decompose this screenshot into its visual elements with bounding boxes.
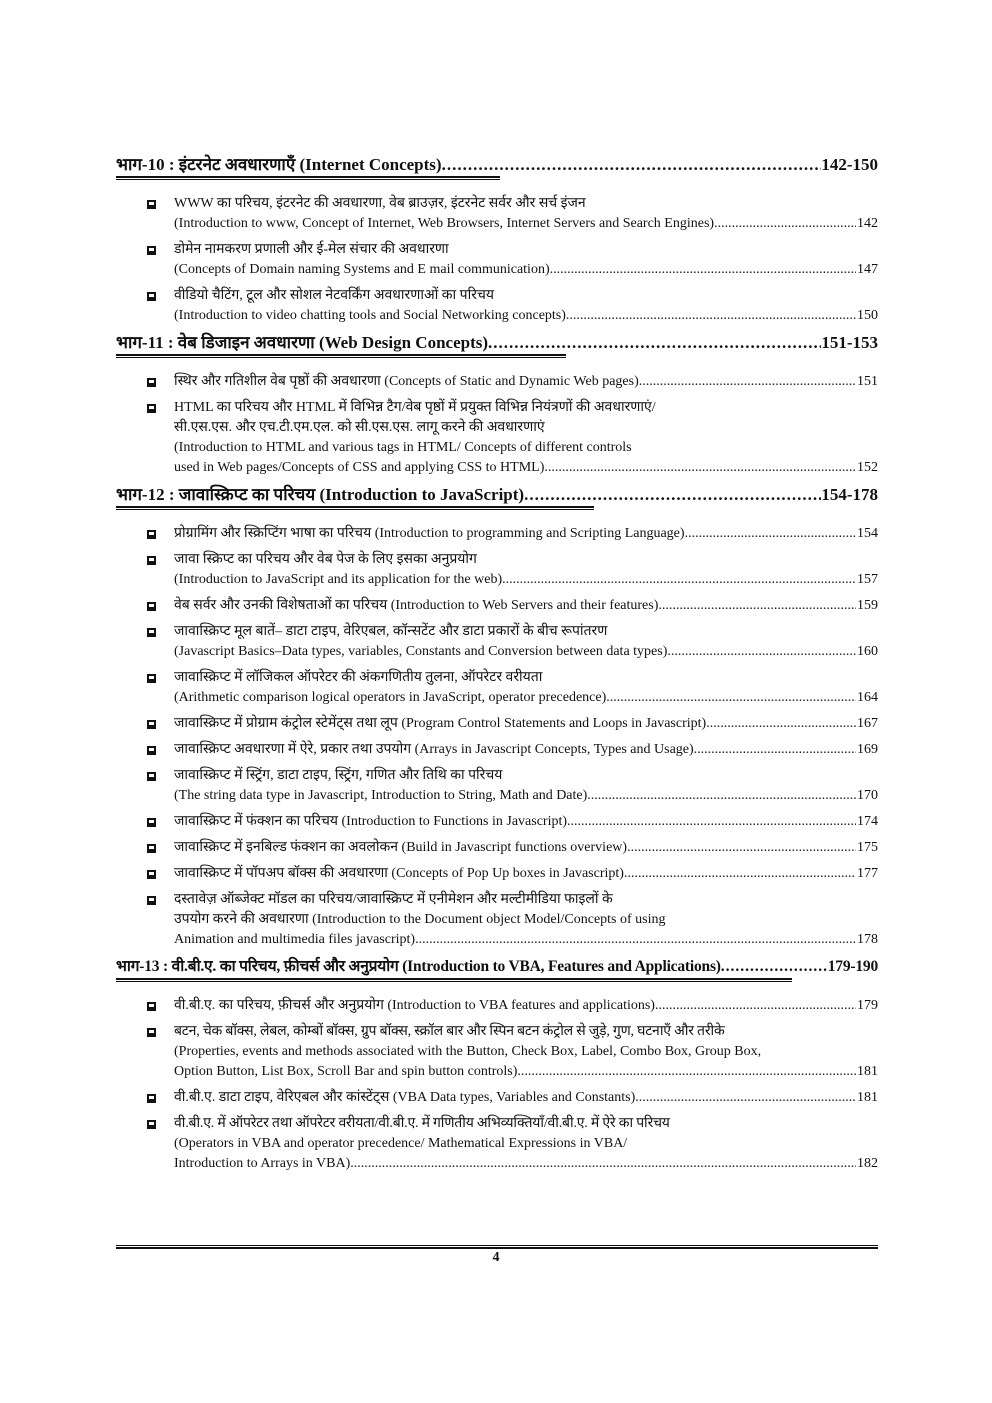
entry-page: 157: [857, 572, 878, 587]
toc-entry: [116, 766, 878, 806]
section-page-range: 154-178: [821, 485, 878, 504]
entry-page: 142: [857, 216, 878, 231]
bullet-icon: [147, 602, 156, 611]
dot-leader: [524, 484, 821, 506]
bullet-icon: [147, 1028, 156, 1037]
bullet-icon: [147, 1094, 156, 1103]
entry-page: 164: [857, 690, 878, 705]
entry-line: WWW का परिचय, इंटरनेट की अवधारणा, वेब ब्राउज़र, इंटरनेट सर्वर और सर्च इंजन: [174, 196, 586, 211]
entry-line-with-page: जावास्क्रिप्ट में इनबिल्ड फंक्शन का अवलोकन (Build in Javascript functions overview) ..... 175: [174, 838, 878, 858]
bullet-icon: [147, 1002, 156, 1011]
entry-line-with-page: वी.बी.ए. डाटा टाइप, वेरिएबल और कांस्टेंट्स (VBA Data types, Variables and Constants) ..... 181: [174, 1088, 878, 1108]
bullet-icon: [147, 896, 156, 905]
entry-line: जावास्क्रिप्ट में स्ट्रिंग, डाटा टाइप, स्ट्रिंग, गणित और तिथि का परिचय: [174, 768, 503, 783]
entry-line-with-page: (Javascript Basics–Data types, variables, Constants and Conversion between data types) ..... 160: [174, 642, 878, 662]
toc-entry: [116, 240, 878, 280]
section-title: भाग-13 : वी.बी.ए. का परिचय, फ़ीचर्स और अनुप्रयोग (Introduction to VBA, Features and Applications): [116, 958, 721, 975]
toc-entry: [116, 524, 878, 544]
entry-line-with-page: (Introduction to www, Concept of Internet, Web Browsers, Internet Servers and Search Engines) ..... 142: [174, 214, 878, 234]
entry-line: जावास्क्रिप्ट में लॉजिकल ऑपरेटर की अंकगणितीय तुलना, ऑपरेटर वरीयता: [174, 670, 543, 685]
bullet-icon: [147, 246, 156, 255]
entry-line-with-page: वेब सर्वर और उनकी विशेषताओं का परिचय (Introduction to Web Servers and their features) ..... 159: [174, 596, 878, 616]
dot-leader: [721, 956, 828, 978]
toc-entry: [116, 714, 878, 734]
entry-page: 169: [857, 742, 878, 757]
section-heading: [116, 154, 878, 176]
entry-page: 147: [857, 262, 878, 277]
entry-line-with-page: (Introduction to video chatting tools and Social Networking concepts) ..... 150: [174, 306, 878, 326]
bullet-icon: [147, 674, 156, 683]
toc-entry: [116, 740, 878, 760]
entry-page: 150: [857, 308, 878, 323]
entry-line-with-page: (Arithmetic comparison logical operators in JavaScript, operator precedence) ..... 164: [174, 688, 878, 708]
section-underline: [116, 354, 878, 360]
table-of-contents: [116, 150, 878, 1180]
entry-line: जावा स्क्रिप्ट का परिचय और वेब पेज के लिए इसका अनुप्रयोग: [174, 552, 477, 567]
entry-line-with-page: जावास्क्रिप्ट में प्रोग्राम कंट्रोल स्टेमेंट्स तथा लूप (Program Control Statements and Loops in Javascript) ..... 167: [174, 714, 878, 734]
section-underline: [116, 176, 878, 182]
entry-page: 179: [857, 998, 878, 1013]
entry-page: 152: [857, 460, 878, 475]
entry-page: 160: [857, 644, 878, 659]
bullet-icon: [147, 772, 156, 781]
dot-leader: [442, 154, 822, 176]
bullet-icon: [147, 628, 156, 637]
toc-entry: [116, 1114, 878, 1174]
entry-page: 182: [857, 1156, 878, 1171]
entry-line: उपयोग करने की अवधारणा (Introduction to the Document object Model/Concepts of using: [174, 912, 666, 927]
section-12: [116, 484, 878, 950]
section-title: भाग-11 : वेब डिजाइन अवधारणा (Web Design Concepts): [116, 333, 489, 352]
toc-entry: [116, 996, 878, 1016]
bullet-icon: [147, 292, 156, 301]
toc-entry: [116, 1088, 878, 1108]
entry-page: 178: [857, 932, 878, 947]
section-title: भाग-12 : जावास्क्रिप्ट का परिचय (Introduction to JavaScript): [116, 485, 525, 504]
bullet-icon: [147, 404, 156, 413]
section-10: [116, 154, 878, 326]
dot-leader: [488, 332, 821, 354]
section-11: [116, 332, 878, 478]
section-title: भाग-10 : इंटरनेट अवधारणाएँ (Internet Concepts): [116, 155, 442, 174]
toc-entry: [116, 812, 878, 832]
section-page-range: 151-153: [821, 333, 878, 352]
entry-page: 181: [857, 1064, 878, 1079]
bullet-icon: [147, 556, 156, 565]
toc-entry: [116, 890, 878, 950]
entry-line-with-page: (Concepts of Domain naming Systems and E mail communication) ..... 147: [174, 260, 878, 280]
entry-page: 154: [857, 526, 878, 541]
entry-line: सी.एस.एस. और एच.टी.एम.एल. को सी.एस.एस. लागू करने की अवधारणाएं: [174, 420, 545, 435]
entry-line-with-page: (Introduction to JavaScript and its application for the web) ..... 157: [174, 570, 878, 590]
entry-line-with-page: जावास्क्रिप्ट में फंक्शन का परिचय (Introduction to Functions in Javascript) ..... 174: [174, 812, 878, 832]
page-number: 4: [492, 1250, 500, 1265]
entry-line-with-page: Introduction to Arrays in VBA) ..... 182: [174, 1154, 878, 1174]
entry-line: वी.बी.ए. में ऑपरेटर तथा ऑपरेटर वरीयता/वी.बी.ए. में गणितीय अभिव्यक्तियाँ/वी.बी.ए. में ऐरे का परिचय: [174, 1116, 670, 1131]
entry-line: (Introduction to HTML and various tags in HTML/ Concepts of different controls: [174, 440, 632, 455]
toc-entry: [116, 622, 878, 662]
bullet-icon: [147, 1120, 156, 1129]
entry-page: 167: [857, 716, 878, 731]
section-underline: [116, 978, 878, 984]
bullet-icon: [147, 530, 156, 539]
toc-entry: [116, 596, 878, 616]
toc-entry: [116, 838, 878, 858]
entry-line-with-page: Option Button, List Box, Scroll Bar and spin button controls) ..... 181: [174, 1062, 878, 1082]
entry-line-with-page: Animation and multimedia files javascript) ..... 178: [174, 930, 878, 950]
section-heading: [116, 956, 878, 978]
entry-line-with-page: वी.बी.ए. का परिचय, फ़ीचर्स और अनुप्रयोग (Introduction to VBA features and applications) ..... 179: [174, 996, 878, 1016]
toc-entry: [116, 194, 878, 234]
bullet-icon: [147, 200, 156, 209]
section-heading: [116, 484, 878, 506]
entry-line-with-page: प्रोग्रामिंग और स्क्रिप्टिंग भाषा का परिचय (Introduction to programming and Scripting Language) ..... 154: [174, 524, 878, 544]
entry-line: (Properties, events and methods associated with the Button, Check Box, Label, Combo Box, Group Box,: [174, 1044, 762, 1059]
entry-page: 159: [857, 598, 878, 613]
toc-entry: [116, 550, 878, 590]
entry-line: HTML का परिचय और HTML में विभिन्न टैग/वेब पृष्ठों में प्रयुक्त विभिन्न नियंत्रणों की अवधारणाएं/: [174, 400, 656, 415]
entry-line-with-page: (The string data type in Javascript, Introduction to String, Math and Date) ..... 170: [174, 786, 878, 806]
section-underline: [116, 506, 878, 512]
entry-page: 174: [857, 814, 878, 829]
toc-entry: [116, 668, 878, 708]
entry-line: बटन, चेक बॉक्स, लेबल, कोम्बों बॉक्स, ग्रुप बॉक्स, स्क्रॉल बार और स्पिन बटन कंट्रोल से जुड़े, गुण, घटनाएँ और तरीके: [174, 1024, 725, 1039]
entry-line-with-page: स्थिर और गतिशील वेब पृष्ठों की अवधारणा (Concepts of Static and Dynamic Web pages) ..... 151: [174, 372, 878, 392]
section-heading: [116, 332, 878, 354]
entry-line-with-page: जावास्क्रिप्ट अवधारणा में ऐरे, प्रकार तथा उपयोग (Arrays in Javascript Concepts, Types and Usage) ..... 169: [174, 740, 878, 760]
entry-page: 170: [857, 788, 878, 803]
entry-page: 181: [857, 1090, 878, 1105]
toc-entry: [116, 398, 878, 478]
toc-entry: [116, 372, 878, 392]
entry-line: डोमेन नामकरण प्रणाली और ई-मेल संचार की अवधारणा: [174, 242, 449, 257]
entry-page: 151: [857, 374, 878, 389]
entry-line-with-page: used in Web pages/Concepts of CSS and applying CSS to HTML) ..... 152: [174, 458, 878, 478]
entry-line: दस्तावेज़ ऑब्जेक्ट मॉडल का परिचय/जावास्क्रिप्ट में एनीमेशन और मल्टीमीडिया फाइलों के: [174, 892, 613, 907]
section-page-range: 179-190: [827, 958, 878, 975]
section-13: [116, 956, 878, 1174]
entry-line: जावास्क्रिप्ट मूल बातें– डाटा टाइप, वेरिएबल, कॉन्सटेंट और डाटा प्रकारों के बीच रूपांतरण: [174, 624, 608, 639]
entry-line: (Operators in VBA and operator precedence/ Mathematical Expressions in VBA/: [174, 1136, 628, 1151]
bullet-icon: [147, 844, 156, 853]
section-page-range: 142-150: [821, 155, 878, 174]
toc-entry: [116, 286, 878, 326]
entry-line-with-page: जावास्क्रिप्ट में पॉपअप बॉक्स की अवधारणा (Concepts of Pop Up boxes in Javascript) ..... 177: [174, 864, 878, 884]
bullet-icon: [147, 746, 156, 755]
bullet-icon: [147, 378, 156, 387]
bullet-icon: [147, 818, 156, 827]
entry-line: वीडियो चैटिंग, टूल और सोशल नेटवर्किंग अवधारणाओं का परिचय: [174, 288, 494, 303]
bullet-icon: [147, 870, 156, 879]
toc-entry: [116, 864, 878, 884]
entry-page: 177: [857, 866, 878, 881]
entry-page: 175: [857, 840, 878, 855]
bullet-icon: [147, 720, 156, 729]
toc-entry: [116, 1022, 878, 1082]
